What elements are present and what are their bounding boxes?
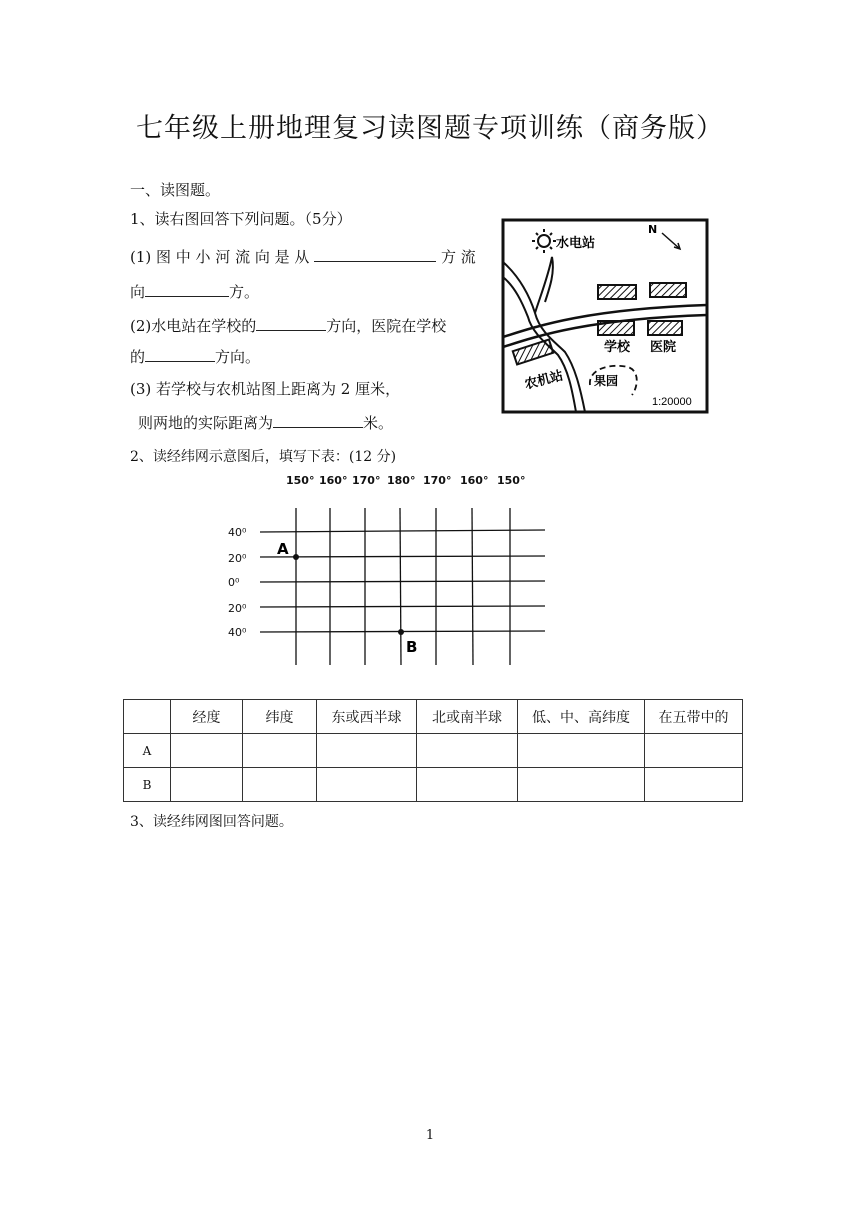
text: (2)水电站在学校的	[130, 317, 257, 335]
section-heading: 一、读图题。	[130, 181, 221, 199]
page-title: 七年级上册地理复习读图题专项训练（商务版）	[136, 113, 724, 144]
latitude-label: 0⁰	[228, 576, 240, 589]
town-map-figure	[500, 217, 710, 415]
text: 米。	[363, 414, 394, 432]
row-label: A	[124, 734, 171, 768]
answer-cell[interactable]	[317, 734, 417, 768]
orchard-label: 果园	[594, 374, 619, 388]
question-1-part-3-line-2	[138, 412, 393, 433]
question-1-part-2-line-1	[130, 315, 446, 336]
answer-cell[interactable]	[417, 734, 518, 768]
longitude-label: 150°	[286, 474, 315, 487]
question-1-header: 1、读右图回答下列问题。（5分）	[130, 210, 352, 228]
school-label: 学校	[604, 340, 631, 355]
point-b-marker	[398, 629, 404, 635]
answer-cell[interactable]	[171, 768, 243, 802]
point-b-label: B	[406, 638, 418, 656]
table-header-cell: 在五带中的	[645, 700, 743, 734]
question-1-part-1-line-2	[130, 281, 259, 302]
answer-blank[interactable]	[273, 412, 363, 428]
hospital-building	[648, 321, 682, 335]
farm-label: 农机站	[523, 368, 565, 393]
text: 向	[130, 283, 146, 301]
answer-cell[interactable]	[317, 768, 417, 802]
question-3-header: 3、读经纬网图回答问题。	[130, 814, 293, 830]
table-header-cell: 东或西半球	[317, 700, 417, 734]
lat-long-grid-figure	[220, 470, 550, 670]
answer-cell[interactable]	[518, 768, 645, 802]
answer-cell[interactable]	[645, 734, 743, 768]
answer-blank[interactable]	[145, 281, 229, 297]
longitude-label: 170°	[423, 474, 452, 487]
school-building	[598, 321, 634, 335]
answer-cell[interactable]	[171, 734, 243, 768]
text: 方向，医院在学校	[326, 317, 447, 335]
page-number: 1	[425, 1128, 435, 1143]
point-a-marker	[293, 554, 299, 560]
latitude-label: 40⁰	[228, 526, 247, 539]
answer-cell[interactable]	[417, 768, 518, 802]
answer-blank[interactable]	[256, 315, 326, 331]
latitude-label: 20⁰	[228, 552, 247, 565]
longitude-label: 170°	[352, 474, 381, 487]
table-header-cell: 北或南半球	[417, 700, 518, 734]
latitude-label: 20⁰	[228, 602, 247, 615]
longitude-label: 160°	[319, 474, 348, 487]
building	[650, 283, 686, 297]
table-header-cell: 纬度	[243, 700, 317, 734]
table-header-cell	[124, 700, 171, 734]
longitude-label: 150°	[497, 474, 526, 487]
longitude-label: 160°	[460, 474, 489, 487]
answer-cell[interactable]	[243, 734, 317, 768]
table-row	[124, 768, 743, 802]
text: 方向。	[215, 348, 261, 366]
station-label: 水电站	[556, 236, 596, 251]
scale-label: 1:20000	[652, 396, 692, 408]
answer-blank[interactable]	[145, 346, 215, 362]
table-row	[124, 734, 743, 768]
table-header-cell: 经度	[171, 700, 243, 734]
text: 的	[130, 348, 146, 366]
latitude-label: 40⁰	[228, 626, 247, 639]
longitude-label: 180°	[387, 474, 416, 487]
hospital-label: 医院	[650, 340, 677, 355]
answer-cell[interactable]	[243, 768, 317, 802]
building	[598, 285, 636, 299]
answer-table	[123, 699, 743, 802]
text: 则两地的实际距离为	[138, 414, 274, 432]
answer-blank[interactable]	[314, 246, 436, 262]
question-2-header: 2、读经纬网示意图后，填写下表：(12 分)	[130, 449, 397, 465]
text: 方 流	[440, 248, 476, 266]
answer-cell[interactable]	[645, 768, 743, 802]
north-label: N	[648, 223, 658, 236]
question-1-part-2-line-2	[130, 346, 260, 367]
table-header-cell: 低、中、高纬度	[518, 700, 645, 734]
text: 方。	[229, 283, 260, 301]
answer-cell[interactable]	[518, 734, 645, 768]
question-1-part-3-line-1: (3) 若学校与农机站图上距离为 2 厘米，	[130, 380, 401, 398]
question-1-part-1-line-1	[130, 246, 476, 267]
point-a-label: A	[277, 540, 289, 558]
table-header-row	[124, 700, 743, 734]
text: (1) 图 中 小 河 流 向 是 从	[130, 248, 310, 266]
row-label: B	[124, 768, 171, 802]
